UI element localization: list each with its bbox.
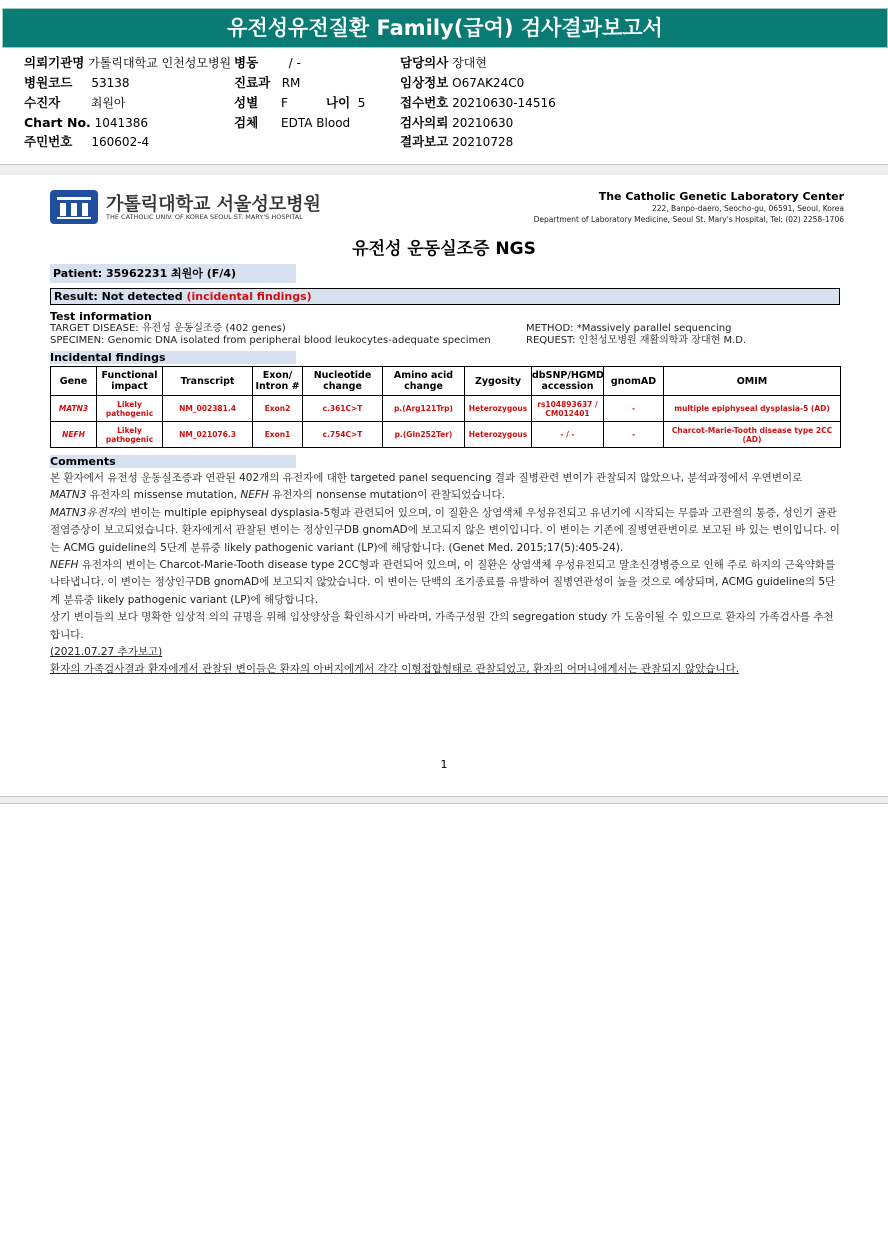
dept-label: 진료과: [234, 75, 271, 90]
receipt-field: [400, 95, 556, 111]
sex-label: 성별: [234, 95, 259, 110]
col-dbsnp-hgmd: dbSNP/HGMD accession: [532, 367, 604, 396]
hospital-value: 가톨릭대학교 인천성모병원: [88, 56, 232, 70]
cell-accession: rs104893637 / CM012401: [532, 396, 604, 422]
hospital-logo-text: 가톨릭대학교 서울성모병원: [106, 194, 321, 215]
table-row: [51, 422, 841, 448]
report-date-field: [400, 134, 513, 150]
hospital-label: 의뢰기관명: [24, 55, 85, 70]
col-omim: OMIM: [664, 367, 841, 396]
page-gap: [0, 165, 888, 175]
result-text: Result: Not detected: [54, 290, 183, 303]
col-zygosity: Zygosity: [465, 367, 532, 396]
cell-transcript: NM_002381.4: [163, 396, 253, 422]
gene-name: MATN3: [50, 489, 87, 502]
dept-value: RM: [281, 76, 301, 90]
cell-nucleotide: c.361C>T: [303, 396, 383, 422]
incidental-findings-heading: Incidental findings: [50, 351, 296, 364]
cell-exon: Exon1: [253, 422, 303, 448]
patient-value: 최원아: [90, 96, 126, 110]
cell-amino-acid: p.(Gln252Ter): [383, 422, 465, 448]
request-date-label: 검사의뢰: [400, 115, 449, 130]
result-note: (incidental findings): [186, 290, 312, 303]
lab-name: The Catholic Genetic Laboratory Center: [598, 190, 844, 203]
patient-summary: Patient: 35962231 최원아 (F/4): [50, 264, 296, 283]
comment-paragraph: [50, 557, 842, 609]
target-disease: TARGET DISEASE: 유전성 운동실조증 (402 genes): [50, 323, 286, 334]
id-field: [24, 134, 149, 150]
id-value: 160602-4: [91, 135, 150, 149]
specimen-value: EDTA Blood: [281, 116, 351, 130]
comment-text: 유전자의 missense mutation,: [86, 489, 241, 502]
doctor-field: [400, 55, 487, 71]
separator-line: [0, 803, 888, 804]
code-label: 병원코드: [24, 75, 73, 90]
clinical-value: O67AK24C0: [452, 76, 525, 90]
specimen-label: 검체: [234, 115, 259, 130]
chart-label: Chart No.: [24, 115, 91, 130]
cell-gene: NEFH: [51, 422, 97, 448]
method: METHOD: *Massively parallel sequencing: [526, 323, 732, 334]
hospital-logo-icon: [50, 190, 98, 224]
cell-omim: multiple epiphyseal dysplasia-5 (AD): [664, 396, 841, 422]
age-field: [326, 95, 365, 111]
request-date-value: 20210630: [452, 116, 514, 130]
col-gnomad: gnomAD: [604, 367, 664, 396]
cell-zygosity: Heterozygous: [465, 422, 532, 448]
gene-name: NEFH: [50, 559, 79, 572]
report-date-label: 결과보고: [400, 134, 449, 149]
report-title-bar: 유전성유전질환 Family(급여) 검사결과보고서: [2, 8, 888, 48]
doctor-value: 장대현: [452, 56, 487, 70]
addendum-text: 환자의 가족검사결과 환자에게서 관찰된 변이들은 환자의 아버지에게서 각각 이형접합형태로 관찰되었고, 환자의 어머니에게서는 관찰되지 않았습니다.: [50, 663, 740, 676]
lab-address: 222, Banpo-daero, Seocho-gu, 06591, Seoul, Korea: [651, 204, 844, 213]
table-header-row: [51, 367, 841, 396]
col-nucleotide-change: Nucleotide change: [303, 367, 383, 396]
hospital-logo-subtitle: THE CATHOLIC UNIV. OF KOREA SEOUL ST. MARY'S HOSPITAL: [106, 213, 303, 221]
code-value: 53138: [91, 76, 130, 90]
receipt-label: 접수번호: [400, 95, 449, 110]
cell-transcript: NM_021076.3: [163, 422, 253, 448]
comment-paragraph: [50, 470, 842, 505]
result-summary: [50, 288, 840, 305]
cell-exon: Exon2: [253, 396, 303, 422]
table-row: [51, 396, 841, 422]
request-date-field: [400, 115, 513, 131]
cell-impact: Likely pathogenic: [97, 396, 163, 422]
test-title: 유전성 운동실조증 NGS: [352, 239, 536, 259]
cell-omim: Charcot-Marie-Tooth disease type 2CC (AD): [664, 422, 841, 448]
col-exon-intron: Exon/ Intron #: [253, 367, 303, 396]
age-value: 5: [357, 96, 366, 110]
doctor-label: 담당의사: [400, 55, 449, 70]
gene-name: NEFH: [240, 489, 269, 502]
gene-name: MATN3유전자: [50, 506, 117, 519]
col-functional-impact: Functional impact: [97, 367, 163, 396]
request-info: REQUEST: 인천성모병원 재활의학과 장대현 M.D.: [526, 335, 747, 346]
comment-text: 본 환자에서 유전성 운동실조증과 연관된 402개의 유전자에 대한 targeted panel sequencing 결과 질병관련 변이가 관찰되지 않았으나, 분석과정에서 우연변이로: [50, 472, 803, 484]
cell-gene: MATN3: [51, 396, 97, 422]
ward-label: 병동: [234, 55, 259, 70]
cell-nucleotide: c.754C>T: [303, 422, 383, 448]
comments-body: [50, 470, 842, 679]
ward-field: [234, 55, 301, 71]
col-amino-acid-change: Amino acid change: [383, 367, 465, 396]
dept-field: [234, 75, 300, 91]
comment-text: 의 변이는 multiple epiphyseal dysplasia-5형과 관련되어 있으며, 이 질환은 상염색체 우성유전되고 유년기에 시작되는 무릎과 고관절의 통증, 성인기 골관절염증상이 보고되었습니다. 환자에게서 관찰된 변이는 정상인구DB gnomAD에 보고되지 않은 변이입니다. 이 변이는 기존에 질병연관변이로 보고된 바 있는 변이입니다. 이는 ACMG guideline의 5단계 분류중 likely pathogenic variant (LP)에 해당합니다. (Genet Med. 2015;17(5):405-24).: [50, 506, 840, 554]
sex-field: [234, 95, 288, 111]
chart-value: 1041386: [94, 116, 149, 130]
cell-impact: Likely pathogenic: [97, 422, 163, 448]
lab-department: Department of Laboratory Medicine, Seoul St. Mary's Hospital, Tel: (02) 2258-1706: [533, 215, 844, 224]
clinical-label: 임상정보: [400, 75, 449, 90]
sex-value: F: [281, 96, 288, 110]
cell-gnomad: -: [604, 396, 664, 422]
comments-heading: Comments: [50, 455, 296, 468]
clinical-field: [400, 75, 524, 91]
cell-accession: - / -: [532, 422, 604, 448]
report-date-value: 20210728: [452, 135, 514, 149]
ward-value: / -: [288, 56, 301, 70]
receipt-value: 20210630-14516: [452, 96, 556, 110]
comment-text: 유전자의 nonsense mutation이 관찰되었습니다.: [268, 489, 506, 502]
comment-text: 유전자의 변이는 Charcot-Marie-Tooth disease type 2CC형과 관련되어 있으며, 이 질환은 상염색체 우성유전되고 말초신경병증으로 인해 주로 하지의 근육약화를 나타냅니다. 이 변이는 정상인구DB gnomAD에 보고되지 않았습니다. 이 변이는 단백의 조기종료를 유발하여 질병연관성이 높을 것으로 예상되며, ACMG guideline의 5단계 분류중 likely pathogenic variant (LP)에 해당합니다.: [50, 559, 836, 606]
findings-table: [50, 366, 841, 448]
hospital-field: [24, 55, 231, 71]
test-info-heading: Test information: [50, 310, 152, 323]
cell-amino-acid: p.(Arg121Trp): [383, 396, 465, 422]
page-number: 1: [440, 758, 448, 771]
comment-paragraph: 상기 변이들의 보다 명확한 임상적 의의 규명을 위해 임상양상을 확인하시기 바라며, 가족구성원 간의 segregation study 가 도움이될 수 있으므로 환자의 가족검사를 추천합니다.: [50, 611, 834, 641]
addendum-date: (2021.07.27 추가보고): [50, 646, 163, 659]
code-field: [24, 75, 130, 91]
col-transcript: Transcript: [163, 367, 253, 396]
age-label: 나이: [326, 95, 351, 110]
col-gene: Gene: [51, 367, 97, 396]
comment-paragraph: [50, 505, 842, 557]
patient-label: 수진자: [24, 95, 61, 110]
specimen-description: SPECIMEN: Genomic DNA isolated from peripheral blood leukocytes-adequate specimen: [50, 335, 491, 346]
cell-gnomad: -: [604, 422, 664, 448]
chart-field: [24, 115, 148, 131]
cell-zygosity: Heterozygous: [465, 396, 532, 422]
id-label: 주민번호: [24, 134, 73, 149]
patient-field: [24, 95, 126, 111]
specimen-field: [234, 115, 350, 131]
